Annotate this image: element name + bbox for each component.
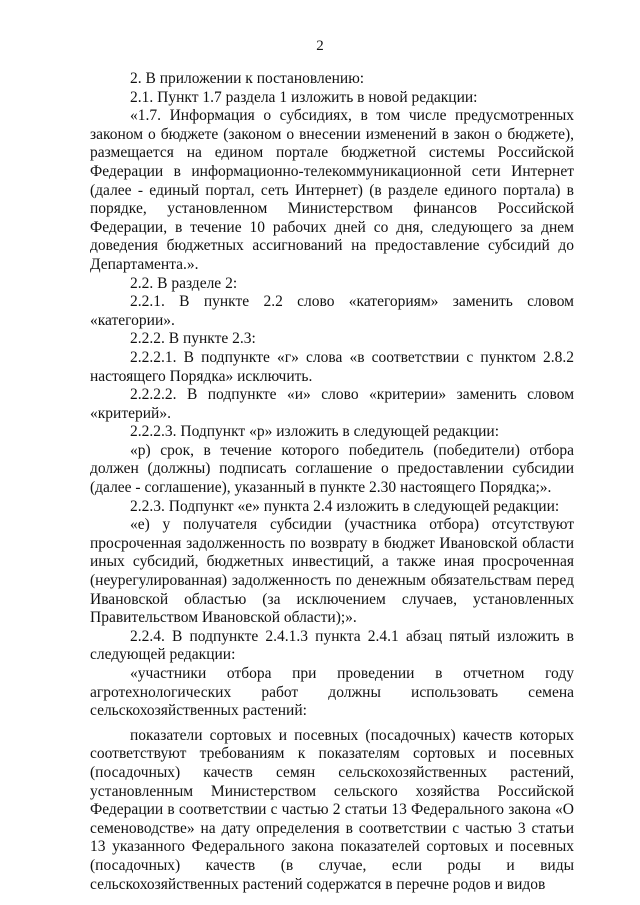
paragraph: 2.2.2.3. Подпункт «р» изложить в следующей редакции: — [130, 423, 500, 441]
paragraph: 2. В приложении к постановлению: — [130, 70, 365, 87]
paragraph: 2.2.2.1. В подпункте «г» слова «в соответствии с пунктом 2.8.2 настоящего Порядка» исключить. — [90, 348, 574, 385]
paragraph: показатели сортовых и посевных (посадочных) качеств которых соответствуют требованиям к показателям сортовых и посевных (посадочных) качеств семян сельскохозяйственных растений, установленным Министерством сельского хозяйства Российской Федерации в соответствии с частью 2 статьи 13 Федерального закона «О семеноводстве» на дату определения в соответствии с частью 3 статьи 13 указанного Федерального закона показателей сортовых и посевных (посадочных) качеств (в случае, если роды и виды сельскохозяйственных растений содержатся в перечне родов и видов — [90, 726, 574, 893]
paragraph: 2.2.2. В пункте 2.3: — [130, 330, 256, 348]
paragraph: «участники отбора при проведении в отчетном году агротехнологических работ должны использовать семена сельскохозяйственных растений: — [90, 665, 574, 720]
paragraph: 2.2.1. В пункте 2.2 слово «категориям» заменить словом «категории». — [90, 293, 574, 329]
paragraph: 2.2.3. Подпункт «е» пункта 2.4 изложить в следующей редакции: — [130, 497, 560, 515]
paragraph: 2.2.2.2. В подпункте «и» слово «критерии» заменить словом «критерий». — [90, 386, 574, 422]
paragraph: 2.1. Пункт 1.7 раздела 1 изложить в новой редакции: — [130, 88, 478, 106]
paragraph: «1.7. Информация о субсидиях, в том числе предусмотренных законом о бюджете (законом о внесении изменений в закон о бюджете), размещается на едином портале бюджетной системы Российской Федерации в информационно-телекоммуникационной сети Интернет (далее - единый портал, сеть Интернет) (в разделе единого портала) в порядке, установленном Министерством финансов Российской Федерации, в течение 10 рабочих дней со дня, следующего за днем доведения бюджетных ассигнований на предоставление субсидий до Департамента.». — [90, 107, 574, 273]
paragraph: 2.2.4. В подпункте 2.4.1.3 пункта 2.4.1 абзац пятый изложить в следующей редакции: — [90, 627, 574, 664]
paragraph: «е) у получателя субсидии (участника отбора) отсутствуют просроченная задолженность по возврату в бюджет Ивановской области иных субсидий, бюджетных инвестиций, а также иная просроченная (неурегулированная) задолженность по денежным обязательствам перед Ивановской областью (за исключением случаев, установленных Правительством Ивановской области);». — [90, 516, 574, 627]
paragraph: «р) срок, в течение которого победитель (победители) отбора должен (должны) подписать соглашение о предоставлении субсидии (далее - соглашение), указанный в пункте 2.30 настоящего Порядка;». — [90, 441, 574, 497]
page-number: 2 — [316, 38, 324, 54]
paragraph: 2.2. В разделе 2: — [130, 274, 238, 292]
document-body — [90, 70, 574, 894]
